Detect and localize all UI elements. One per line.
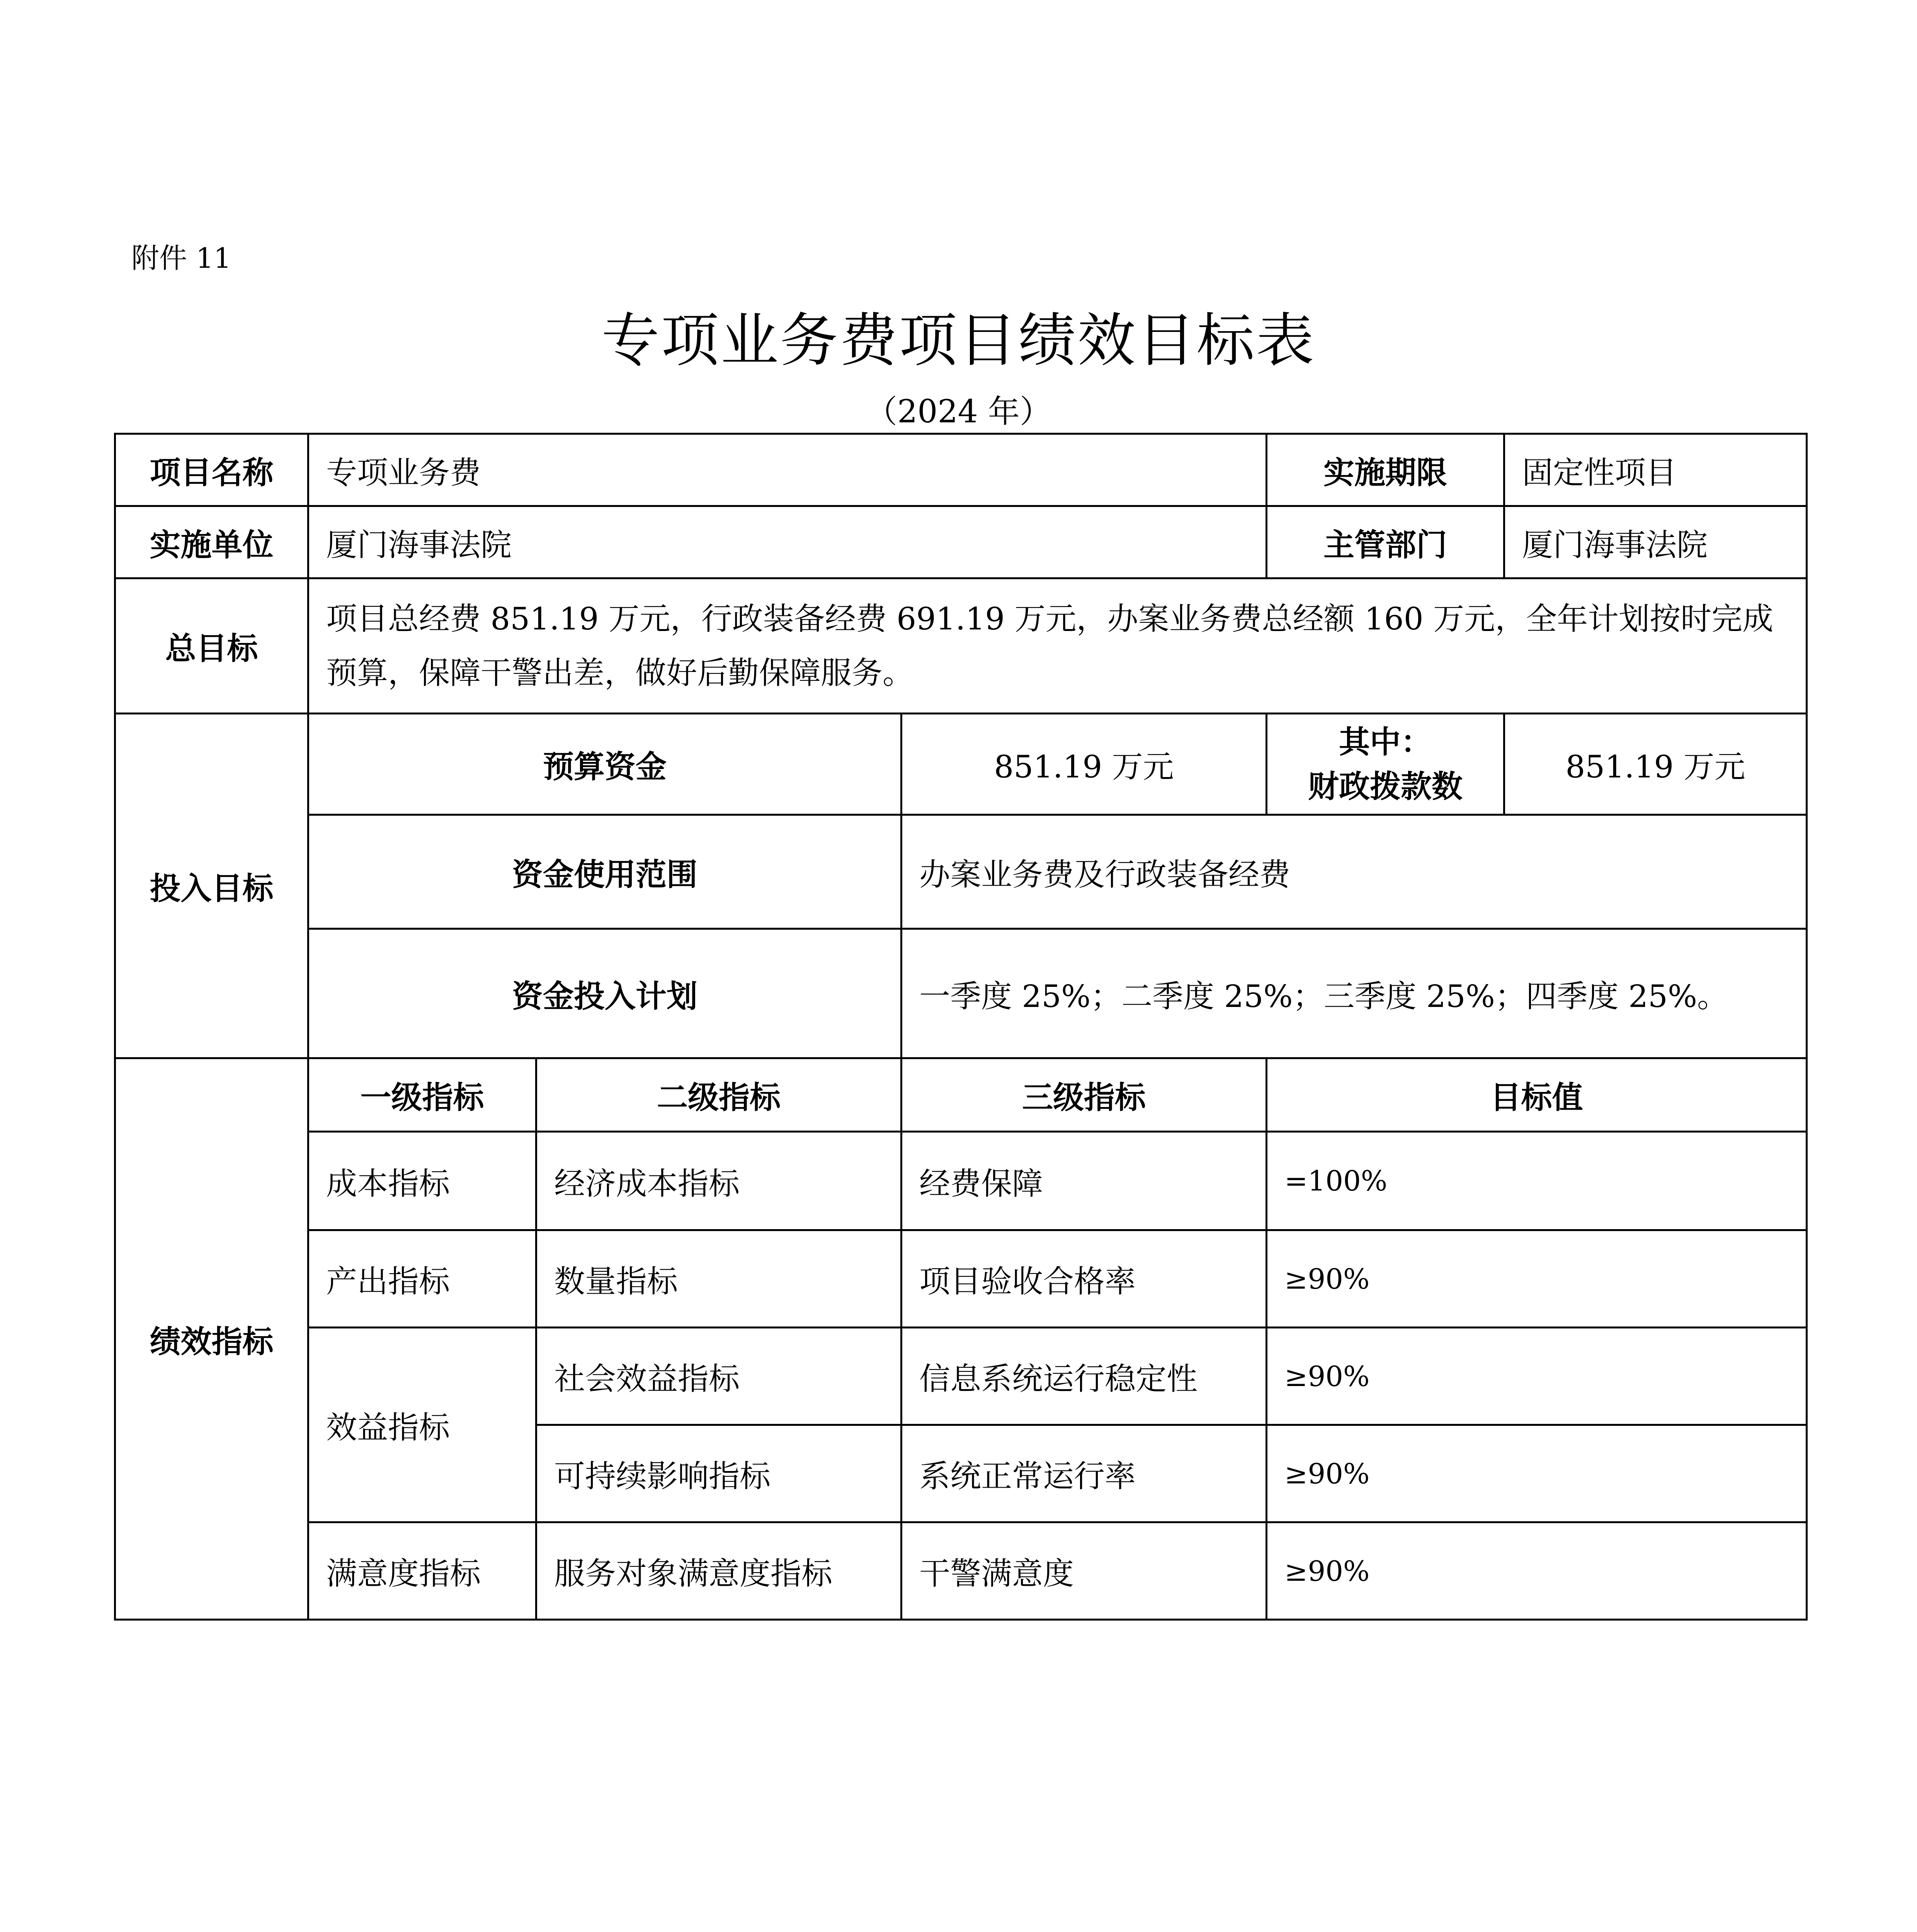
fiscal-label bbox=[1267, 714, 1504, 815]
level-2-cell: 可持续影响指标 bbox=[536, 1425, 902, 1522]
input-goal-label: 投入目标 bbox=[115, 714, 308, 1058]
goal-text: 项目总经费 851.19 万元，行政装备经费 691.19 万元，办案业务费总经额 160 万元，全年计划按时完成预算，保障干警出差，做好后勤保障服务。 bbox=[308, 578, 1807, 714]
plan-label: 资金投入计划 bbox=[308, 929, 902, 1058]
unit-value: 厦门海事法院 bbox=[308, 506, 1267, 578]
period-label: 实施期限 bbox=[1267, 434, 1504, 506]
scope-label: 资金使用范围 bbox=[308, 815, 902, 929]
budget-label: 预算资金 bbox=[308, 714, 902, 815]
table-row bbox=[115, 1132, 1807, 1230]
plan-value: 一季度 25%；二季度 25%；三季度 25%；四季度 25%。 bbox=[902, 929, 1807, 1058]
unit-label: 实施单位 bbox=[115, 506, 308, 578]
level-2-cell: 服务对象满意度指标 bbox=[536, 1522, 902, 1620]
goal-row bbox=[115, 578, 1807, 714]
attachment-label: 附件 11 bbox=[131, 242, 231, 274]
scope-value: 办案业务费及行政装备经费 bbox=[902, 815, 1807, 929]
table-row bbox=[115, 1230, 1807, 1328]
project-name-row bbox=[115, 434, 1807, 506]
header-target: 目标值 bbox=[1267, 1058, 1807, 1132]
fiscal-label-line-2: 财政拨款数 bbox=[1308, 768, 1463, 804]
level-3-cell: 项目验收合格率 bbox=[902, 1230, 1267, 1328]
level-3-cell: 干警满意度 bbox=[902, 1522, 1267, 1620]
project-name-value: 专项业务费 bbox=[308, 434, 1267, 506]
scope-row bbox=[115, 815, 1807, 929]
dept-label: 主管部门 bbox=[1267, 506, 1504, 578]
fiscal-value: 851.19 万元 bbox=[1504, 714, 1807, 815]
level-1-cell: 满意度指标 bbox=[308, 1522, 536, 1620]
period-value: 固定性项目 bbox=[1504, 434, 1807, 506]
unit-row bbox=[115, 506, 1807, 578]
perf-indicator-label: 绩效指标 bbox=[115, 1058, 308, 1620]
header-level-3: 三级指标 bbox=[902, 1058, 1267, 1132]
target-cell: ≥90% bbox=[1267, 1328, 1807, 1425]
table-row bbox=[115, 1522, 1807, 1620]
level-1-cell: 成本指标 bbox=[308, 1132, 536, 1230]
target-cell: =100% bbox=[1267, 1132, 1807, 1230]
table-row bbox=[115, 1328, 1807, 1425]
goal-label: 总目标 bbox=[115, 578, 308, 714]
header-level-2: 二级指标 bbox=[536, 1058, 902, 1132]
fiscal-label-line-1: 其中： bbox=[1339, 724, 1432, 760]
level-1-cell: 效益指标 bbox=[308, 1328, 536, 1522]
level-2-cell: 数量指标 bbox=[536, 1230, 902, 1328]
level-2-cell: 经济成本指标 bbox=[536, 1132, 902, 1230]
level-2-cell: 社会效益指标 bbox=[536, 1328, 902, 1425]
budget-value: 851.19 万元 bbox=[902, 714, 1267, 815]
level-3-cell: 信息系统运行稳定性 bbox=[902, 1328, 1267, 1425]
level-3-cell: 经费保障 bbox=[902, 1132, 1267, 1230]
level-1-cell: 产出指标 bbox=[308, 1230, 536, 1328]
dept-value: 厦门海事法院 bbox=[1504, 506, 1807, 578]
document-year: （2024 年） bbox=[866, 393, 1051, 430]
project-name-label: 项目名称 bbox=[115, 434, 308, 506]
document-title: 专项业务费项目绩效目标表 bbox=[601, 307, 1316, 374]
target-cell: ≥90% bbox=[1267, 1230, 1807, 1328]
target-cell: ≥90% bbox=[1267, 1522, 1807, 1620]
perf-header-row bbox=[115, 1058, 1807, 1132]
budget-row bbox=[115, 714, 1807, 815]
plan-row bbox=[115, 929, 1807, 1058]
target-cell: ≥90% bbox=[1267, 1425, 1807, 1522]
performance-target-table bbox=[114, 433, 1808, 1621]
header-level-1: 一级指标 bbox=[308, 1058, 536, 1132]
level-3-cell: 系统正常运行率 bbox=[902, 1425, 1267, 1522]
